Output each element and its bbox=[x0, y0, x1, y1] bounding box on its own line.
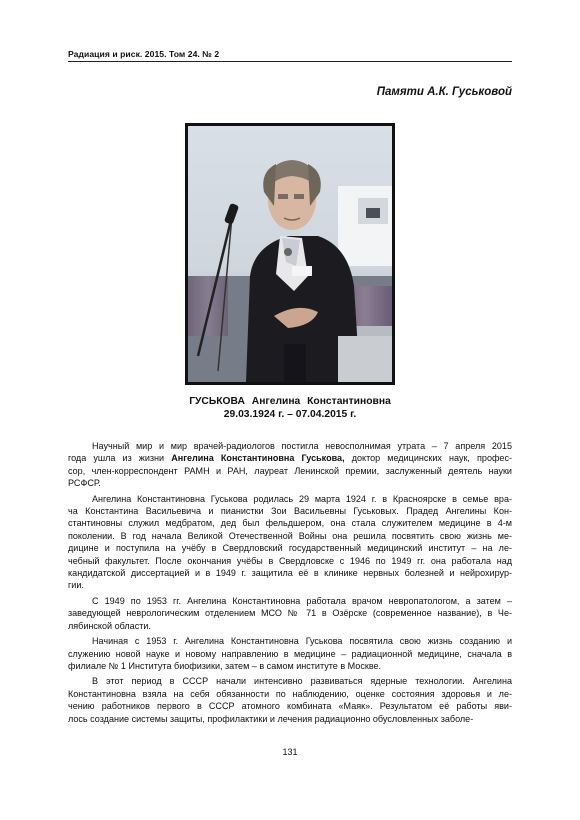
text-line: Начиная с 1953 г. Ангелина Константиновна Гуськова посвятила свою жизнь созданию и bbox=[92, 636, 512, 647]
text-line: чению работников первого в СССР атомного комбината «Маяк». Результатом её работы яви- bbox=[68, 701, 512, 712]
text-line: гии. bbox=[68, 580, 84, 591]
running-header: Радиация и риск. 2015. Том 24. № 2 bbox=[68, 49, 220, 59]
text-line: Научный мир и мир врачей-радиологов постигла невосполнимая утрата – 7 апреля 2015 bbox=[92, 441, 512, 451]
memorial-heading: Памяти А.К. Гуськовой bbox=[376, 86, 512, 98]
paragraph bbox=[68, 493, 512, 592]
portrait-caption bbox=[68, 396, 512, 421]
text-line: сор, член-корреспондент РАМН и РАН, лауреат Ленинской премии, заслуженный деятель науки bbox=[68, 465, 512, 476]
text-line: РСФСР. bbox=[68, 478, 101, 489]
paragraph bbox=[68, 675, 512, 725]
text-line: В этот период в СССР начали интенсивно развиваться ядерные технологии. Ангелина bbox=[92, 676, 512, 687]
portrait-photo-icon bbox=[188, 126, 392, 382]
text-line: филиале № 1 Института биофизики, затем – в самом институте в Москве. bbox=[68, 660, 382, 671]
paragraph bbox=[68, 595, 512, 632]
text-line: служению новой науке и новому направлению в медицине – радиационной медицине, сначала в bbox=[68, 648, 512, 659]
paragraph bbox=[68, 440, 512, 490]
text-line: года ушла из жизни Ангелина Константиновна Гуськова, доктор медицинских наук, профес- bbox=[68, 453, 512, 464]
header-rule bbox=[68, 61, 512, 62]
text-line: Константиновна взяла на себя обязанности по наблюдению, оценке состояния здоровья и ле- bbox=[68, 688, 512, 699]
caption-dates: 29.03.1924 г. – 07.04.2015 г. bbox=[223, 408, 357, 420]
text-line: лябинской области. bbox=[68, 620, 151, 631]
text-line: кандидатской диссертацией и в 1949 г. защитила её в клинике нервных болезней и нейрохирур- bbox=[68, 568, 512, 579]
text-line: поколении. В год начала Великой Отечественной Войны она решила посвятить свою жизнь ме- bbox=[68, 530, 512, 541]
paragraph bbox=[68, 635, 512, 672]
page-number: 131 bbox=[282, 747, 298, 757]
bold-name: Ангелина Константиновна Гуськова, bbox=[171, 453, 345, 464]
article-body bbox=[68, 440, 512, 725]
text-line: дицине и поступила на учёбу в Свердловский государственный медицинский институт – на ле- bbox=[68, 543, 512, 554]
caption-name: ГУСЬКОВА Ангелина Константиновна bbox=[189, 396, 391, 407]
text-line: ча Константина Васильевича и пианистки Зои Васильевны Гуськовых. Прадед Ангелины Кон- bbox=[68, 506, 512, 517]
text-line: заведующей неврологическим отделением МСО № 71 в Озёрске (современное название), в Че- bbox=[68, 608, 512, 619]
text-line: чебный факультет. После окончания учёбы в Свердловске с 1946 по 1949 гг. она работала над bbox=[68, 555, 512, 566]
text-line: С 1949 по 1953 гг. Ангелина Константиновна работала врачом невропатологом, а затем – bbox=[92, 595, 512, 606]
text-line: Ангелина Константиновна Гуськова родилась 29 марта 1924 г. в Красноярске в семье вра- bbox=[92, 493, 512, 504]
portrait-photo bbox=[185, 123, 395, 385]
text-line: лось создание системы защиты, профилактики и лечения радиационно обусловленных заболе- bbox=[68, 713, 474, 724]
text-line: стантиновны служил медбратом, дед был фельдшером, она стала служителем медицине в 4-м bbox=[68, 518, 512, 529]
